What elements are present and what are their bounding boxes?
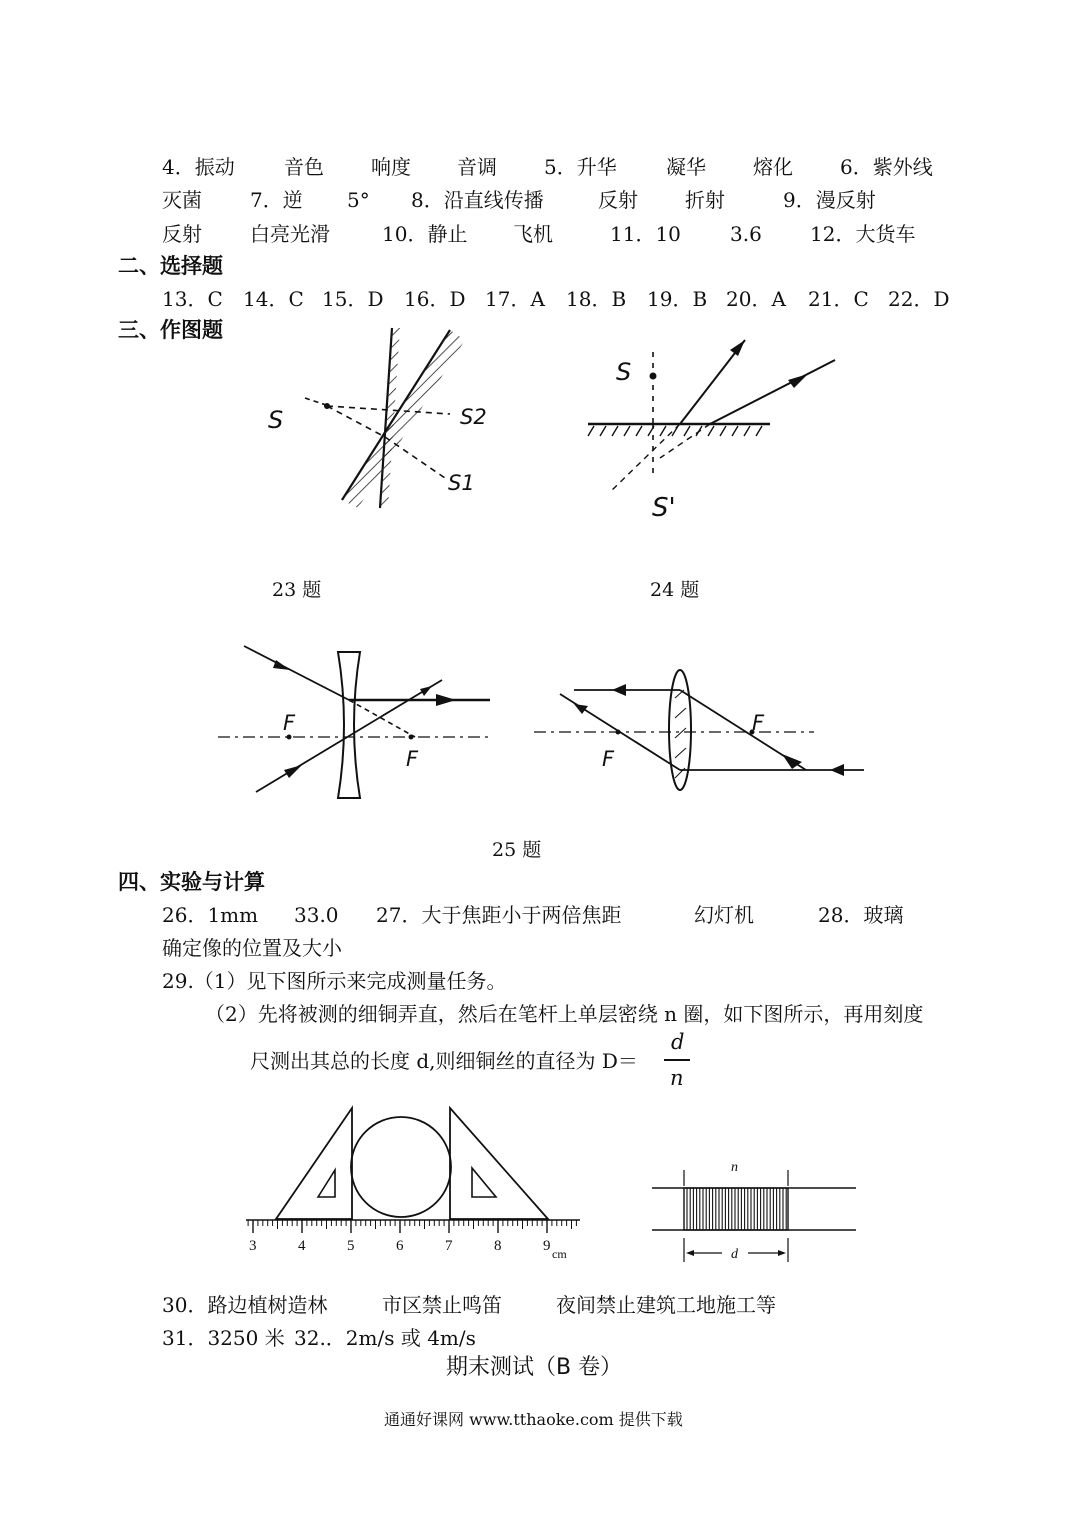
figure-25-convex-lens (530, 668, 870, 808)
left-set-square (276, 1108, 352, 1219)
ruler-label: 6 (396, 1238, 404, 1254)
label-f-right: F (406, 747, 419, 771)
ruler-label: 7 (445, 1238, 453, 1254)
answer-29-2: （2）先将被测的细铜弄直，然后在笔杆上单层密绕 n 圈，如下图所示，再用刻度 (205, 1002, 924, 1026)
section-heading-choice: 二、选择题 (118, 254, 223, 278)
right-set-square (450, 1108, 548, 1219)
page-footer: 通通好课网 www.tthaoke.com 提供下载 (384, 1410, 683, 1429)
fraction-numerator: d (671, 1030, 685, 1054)
ruler-label: 3 (249, 1238, 257, 1254)
ruler-measurement-diagram (240, 1100, 585, 1265)
fraction-bar (664, 1059, 690, 1061)
label-s1: S1 (448, 471, 475, 495)
figure-23-mirror-diagram (260, 320, 510, 520)
ruler-label: 9 (543, 1238, 551, 1254)
convex-lens (669, 670, 691, 790)
ruler-label: 4 (298, 1238, 306, 1254)
measured-sphere (351, 1117, 451, 1217)
coil-label-n: n (731, 1160, 738, 1175)
answer-29-1: 29.（1）见下图所示来完成测量任务。 (162, 969, 507, 993)
caption-23: 23 题 (272, 579, 322, 601)
coil-winding-diagram (648, 1158, 863, 1268)
caption-25: 25 题 (492, 839, 542, 861)
coil-label-d: d (731, 1247, 738, 1262)
caption-24: 24 题 (650, 579, 700, 601)
concave-lens (338, 652, 360, 798)
figure-25-concave-lens (210, 640, 510, 810)
figure-24-reflection-diagram (580, 340, 860, 530)
section-heading-experiment: 四、实验与计算 (118, 870, 265, 894)
ruler-label: 8 (494, 1238, 502, 1254)
label-f-right: F (752, 711, 765, 735)
label-s: S (268, 406, 284, 434)
section-heading-drawing: 三、作图题 (118, 318, 223, 342)
answer-29-3: 尺测出其总的长度 d,则细铜丝的直径为 D＝ (250, 1049, 638, 1073)
answer-line-26b: 确定像的位置及大小 (162, 936, 342, 960)
fraction-denominator: n (670, 1066, 684, 1090)
ruler-unit: cm (552, 1247, 567, 1261)
label-s-image: S' (652, 493, 676, 523)
ruler-label: 5 (347, 1238, 355, 1254)
label-s2: S2 (460, 405, 487, 429)
label-f-left: F (283, 711, 296, 735)
label-s: S (616, 358, 632, 386)
formula-fraction (664, 1030, 692, 1092)
label-f-left: F (602, 747, 615, 771)
next-test-title: 期末测试（B 卷） (446, 1355, 623, 1380)
